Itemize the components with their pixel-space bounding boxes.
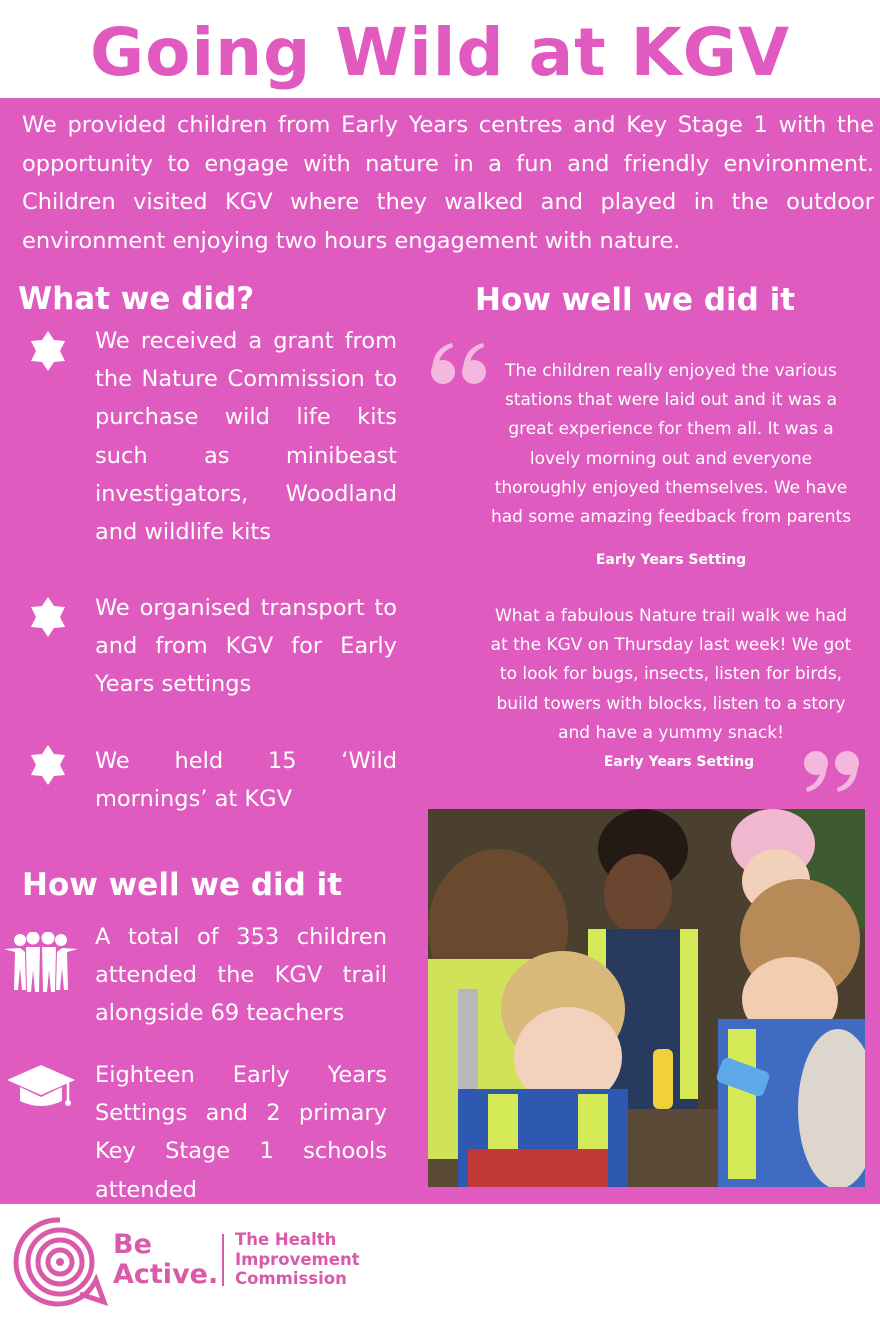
star-bullet-icon <box>27 744 69 786</box>
how-well-heading-left: How well we did it <box>22 867 343 903</box>
org-name <box>235 1230 360 1289</box>
testimonial-quote: What a fabulous Nature trail walk we had at the KGV on Thursday last week! We got to look for bugs, insects, listen for birds, build towers with blocks, listen to a story and have a yummy snack! <box>490 606 852 743</box>
content-panel <box>0 98 880 1204</box>
be-active-logo-icon <box>12 1214 108 1310</box>
footer <box>0 1204 880 1320</box>
what-we-did-item: We organised transport to and from KGV for Early Years settings <box>95 595 397 698</box>
open-quote-icon <box>430 342 488 386</box>
how-well-heading-right: How well we did it <box>475 282 796 318</box>
brand-name <box>113 1230 218 1290</box>
graduation-cap-icon <box>6 1063 76 1117</box>
star-bullet-icon <box>27 596 69 638</box>
org-line-2: Improvement <box>235 1249 360 1269</box>
brand-line-1: Be <box>113 1229 152 1260</box>
page-title: Going Wild at KGV <box>89 14 791 91</box>
group-of-people-icon <box>2 932 80 994</box>
children-nature-photo <box>428 809 865 1187</box>
what-we-did-item: We held 15 ‘Wild mornings’ at KGV <box>95 748 397 813</box>
star-bullet-icon <box>27 330 69 372</box>
org-line-1: The Health <box>235 1230 337 1249</box>
org-line-3: Commission <box>235 1269 347 1288</box>
testimonial-attribution: Early Years Setting <box>595 552 747 568</box>
intro-paragraph: We provided children from Early Years centres and Key Stage 1 with the opportunity to engage with nature in a fun and friendly environment. Children visited KGV where they walked and played in the outdoor environment enjoying two hours engagement with nature. <box>22 112 874 254</box>
what-we-did-heading: What we did? <box>18 281 255 317</box>
how-well-item: Eighteen Early Years Settings and 2 primary Key Stage 1 schools attended <box>95 1062 387 1203</box>
brand-divider <box>222 1234 224 1286</box>
brand-line-2: Active. <box>113 1259 219 1290</box>
how-well-item: A total of 353 children attended the KGV trail alongside 69 teachers <box>95 924 387 1027</box>
photo-illustration <box>428 809 865 1187</box>
close-quote-icon <box>802 749 860 793</box>
testimonial-quote: The children really enjoyed the various stations that were laid out and it was a great experience for them all. It was a lovely morning out and everyone thoroughly enjoyed themselves. We have had some amazing feedback from parents <box>490 361 852 528</box>
testimonial-attribution: Early Years Setting <box>603 754 755 770</box>
what-we-did-item: We received a grant from the Nature Commission to purchase wild life kits such as minibeast investigators, Woodland and wildlife kits <box>95 328 397 546</box>
